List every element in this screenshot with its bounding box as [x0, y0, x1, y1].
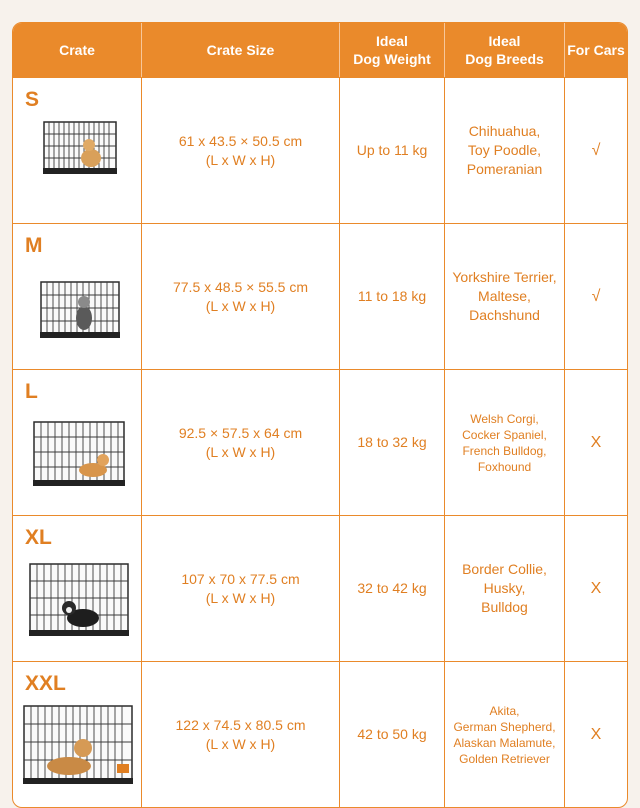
- dog-crate-icon: [29, 562, 129, 638]
- dog-crate-icon: [40, 280, 120, 340]
- dog-crate-icon: [23, 704, 133, 786]
- dog-breeds: Akita, German Shepherd, Alaskan Malamute, Golden Retriever: [445, 661, 565, 807]
- crate-size-table: [12, 22, 628, 808]
- dog-crate-icon: [43, 120, 117, 175]
- crate-dimensions: 122 x 74.5 x 80.5 cm (L x W x H): [142, 661, 340, 807]
- dog-breeds: Welsh Corgi, Cocker Spaniel, French Bulldog, Foxhound: [445, 369, 565, 515]
- crate-cell: [13, 661, 142, 807]
- size-label: S: [25, 88, 40, 111]
- for-cars: √: [565, 77, 627, 223]
- dog-breeds: Border Collie, Husky, Bulldog: [445, 515, 565, 661]
- crate-cell: [13, 223, 142, 369]
- crate-cell: [13, 515, 142, 661]
- dog-breeds: Yorkshire Terrier, Maltese, Dachshund: [445, 223, 565, 369]
- dog-weight: Up to 11 kg: [340, 77, 445, 223]
- size-label: L: [25, 380, 38, 403]
- header-crate-size: Crate Size: [142, 23, 340, 77]
- dog-breeds: Chihuahua, Toy Poodle, Pomeranian: [445, 77, 565, 223]
- table-row: [13, 77, 627, 223]
- crate-dimensions: 61 x 43.5 × 50.5 cm (L x W x H): [142, 77, 340, 223]
- crate-cell: [13, 77, 142, 223]
- table-row: [13, 369, 627, 515]
- table-row: [13, 515, 627, 661]
- header-for-cars: For Cars: [565, 23, 627, 77]
- dog-weight: 42 to 50 kg: [340, 661, 445, 807]
- for-cars: X: [565, 369, 627, 515]
- crate-dimensions: 107 x 70 x 77.5 cm (L x W x H): [142, 515, 340, 661]
- size-label: M: [25, 234, 43, 257]
- crate-cell: [13, 369, 142, 515]
- crate-dimensions: 92.5 × 57.5 x 64 cm (L x W x H): [142, 369, 340, 515]
- header-crate: Crate: [13, 23, 142, 77]
- for-cars: X: [565, 661, 627, 807]
- crate-dimensions: 77.5 x 48.5 × 55.5 cm (L x W x H): [142, 223, 340, 369]
- dog-weight: 32 to 42 kg: [340, 515, 445, 661]
- table-row: [13, 223, 627, 369]
- header-row: [13, 23, 627, 77]
- dog-weight: 18 to 32 kg: [340, 369, 445, 515]
- size-chart: [12, 22, 626, 808]
- for-cars: √: [565, 223, 627, 369]
- table-row: [13, 661, 627, 807]
- dog-crate-icon: [33, 420, 125, 488]
- for-cars: X: [565, 515, 627, 661]
- dog-weight: 11 to 18 kg: [340, 223, 445, 369]
- header-dog-weight: Ideal Dog Weight: [340, 23, 445, 77]
- size-label: XL: [25, 526, 52, 549]
- size-label: XXL: [25, 672, 66, 695]
- header-dog-breeds: Ideal Dog Breeds: [445, 23, 565, 77]
